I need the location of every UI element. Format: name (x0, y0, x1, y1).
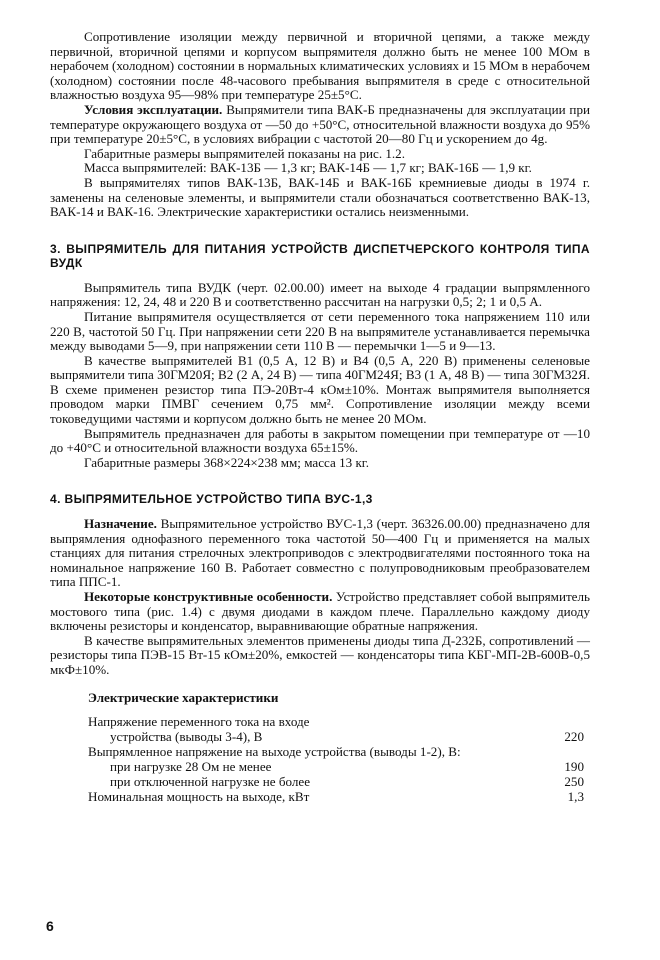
table-row (50, 729, 590, 744)
section-4-body (50, 517, 590, 804)
spec-label: при отключенной нагрузке не более (110, 774, 311, 790)
spec-label: Номинальная мощность на выходе, кВт (88, 789, 310, 805)
spec-value: 1,3 (567, 789, 584, 805)
spec-label: Выпрямленное напряжение на выходе устройства (выводы 1-2), В: (88, 744, 461, 760)
intro-paragraph-1: Сопротивление изоляции между первичной и вторичной цепями, а также между первичной, вторичной цепями и корпусом выпрямителя должно быть не менее 100 МОм в нерабочем (холодном) состоянии в нормальных климатических условиях и 15 МОм в нерабочем (холодном) состоянии после 48-часового пребывания выпрямителя в среде с относительной влажностью воздуха 95—98% при температуре 25±5°С. (50, 29, 590, 103)
characteristics-table (50, 714, 590, 804)
conditions-lead: Условия эксплуатации. (84, 101, 223, 117)
spec-value (524, 744, 590, 759)
mass-paragraph: Масса выпрямителей: ВАК-13Б — 1,3 кг; ВАК-14Б — 1,7 кг; ВАК-16Б — 1,9 кг. (84, 160, 532, 176)
spec-label: устройства (выводы 3-4), В (110, 729, 263, 745)
spec-value: 220 (564, 729, 584, 745)
section-3-body (50, 281, 590, 471)
design-lead: Некоторые конструктивные особенности. (84, 588, 333, 604)
spec-value (524, 714, 590, 729)
design-paragraph: Некоторые конструктивные особенности. Устройство представляет собой выпрямитель мостового типа (рис. 1.4) с двумя диодами в каждом плече. Параллельно каждому диоду включены резисторы и конденсатор, выравнивающие обратные напряжения. (50, 588, 590, 634)
spec-value: 250 (564, 774, 584, 790)
intro-block (50, 30, 590, 220)
conditions-paragraph: Условия эксплуатации. Выпрямители типа ВАК-Б предназначены для эксплуатации при температуре окружающего воздуха от —50 до +50°С, относительной влажности воздуха до 95% при температуре 20±5°С, в условиях вибрации с частотой 20—80 Гц и ускорением до 4g. (50, 101, 590, 147)
page-body (50, 30, 590, 804)
characteristics-title: Электрические характеристики (88, 690, 279, 706)
section-4-heading: 4. ВЫПРЯМИТЕЛЬНОЕ УСТРОЙСТВО ТИПА ВУС-1,3 (50, 492, 373, 507)
spec-value: 190 (564, 759, 584, 775)
spec-label: Напряжение переменного тока на входе (88, 714, 310, 730)
table-row (50, 744, 590, 759)
vudk-paragraph-4: Выпрямитель предназначен для работы в закрытом помещении при температуре от —10 до +40°С и относительной влажности воздуха 65±15%. (50, 425, 590, 456)
dimensions-paragraph: Габаритные размеры выпрямителей показаны на рис. 1.2. (84, 145, 406, 161)
table-row (50, 789, 590, 804)
table-row (50, 714, 590, 729)
elements-paragraph: В качестве выпрямительных элементов применены диоды типа Д-232Б, сопротивлений — резисторы типа ПЭВ-15 Вт-15 кОм±20%, емкостей — конденсаторы типа КБГ-МП-2В-600В-0,5 мкФ±10%. (50, 632, 590, 677)
table-row (50, 774, 590, 789)
purpose-lead: Назначение. (84, 515, 157, 531)
replacement-paragraph: В выпрямителях типов ВАК-13Б, ВАК-14Б и ВАК-16Б кремниевые диоды в 1974 г. заменены на селеновые элементы, и выпрямители стали обозначаться соответственно ВАК-13, ВАК-14 и ВАК-16. Электрические характеристики остались неизменными. (50, 174, 590, 220)
spec-label: при нагрузке 28 Ом не менее (110, 759, 272, 775)
vudk-paragraph-1: Выпрямитель типа ВУДК (черт. 02.00.00) имеет на выходе 4 градации выпрямленного напряжения: 12, 24, 48 и 220 В и соответственно рассчитан на нагрузки 0,5; 2; 1 и 0,5 А. (50, 279, 590, 310)
page-number: 6 (46, 918, 54, 934)
vudk-paragraph-5: Габаритные размеры 368×224×238 мм; масса 13 кг. (84, 454, 369, 470)
vudk-paragraph-3: В качестве выпрямителей В1 (0,5 А, 12 В) и В4 (0,5 А, 220 В) применены селеновые выпрямители типа 30ГМ20Я; В2 (2 А, 24 В) — типа 40ГМ24Я; В3 (1 А, 48 В) — типа 30ГМ32Я. В схеме применен резистор типа ПЭ-20Вт-4 кОм±10%. Монтаж выпрямителя выполняется проводом марки ПМВГ сечением 0,75 мм². Сопротивление изоляции между всеми токоведущими частями и корпусом должно быть не менее 20 МОм. (50, 352, 590, 427)
table-row (50, 759, 590, 774)
section-3-heading: 3. ВЫПРЯМИТЕЛЬ ДЛЯ ПИТАНИЯ УСТРОЙСТВ ДИСПЕТЧЕРСКОГО КОНТРОЛЯ ТИПА ВУДК (50, 241, 590, 271)
vudk-paragraph-2: Питание выпрямителя осуществляется от сети переменного тока напряжением 110 или 220 В, частотой 50 Гц. При напряжении сети 220 В на выпрямителе устанавливается перемычка между выводами 5—9, при напряжении сети 110 В — перемычки 1—5 и 9—13. (50, 308, 590, 354)
purpose-paragraph: Назначение. Выпрямительное устройство ВУС-1,3 (черт. 36326.00.00) предназначено для выпрямления однофазного переменного тока частотой 50—400 Гц и применяется на малых станциях для питания стрелочных электроприводов с электродвигателями постоянного тока на номинальное напряжение 160 В. Работает совместно с полупроводниковым преобразователем типа ППС-1. (50, 515, 590, 590)
